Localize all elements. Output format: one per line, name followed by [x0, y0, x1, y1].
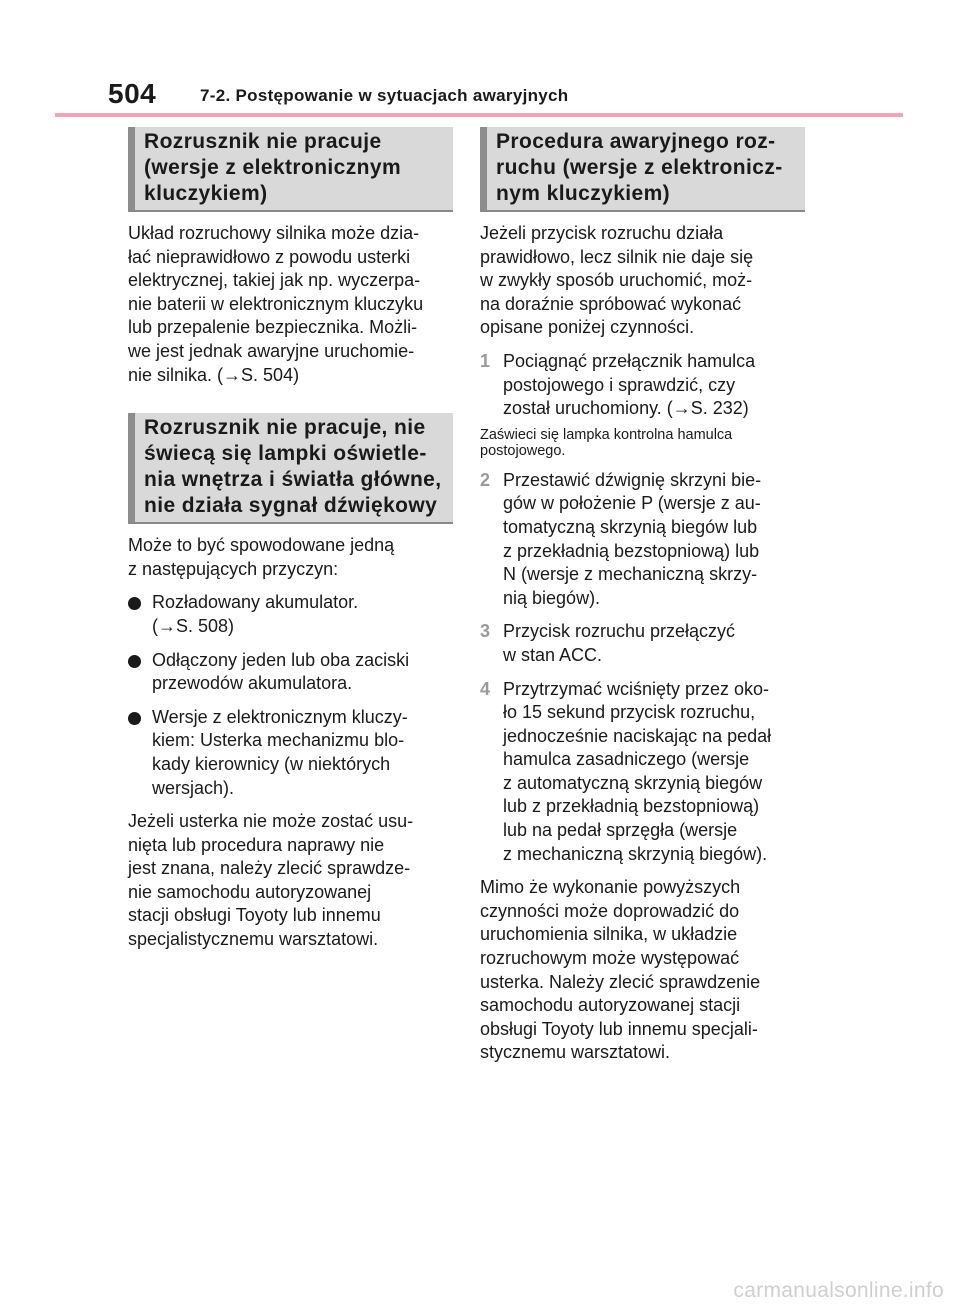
step-1: 1 Pociągnąć przełącznik hamulca postojowego i sprawdzić, czy został uruchomiony. (→S. 232)	[480, 350, 756, 419]
step-4: 4 Przytrzymać wciśnięty przez oko- ło 15 sekund przycisk rozruchu, jednocześnie naciskając na pedał hamulca zasadniczego (wersje z automatyczną skrzynią biegów lub z przekładnią bezstopniową) lub na pedał sprzęgła (wersje z mechaniczną skrzynią biegów).	[480, 678, 772, 864]
page-header	[108, 78, 898, 114]
step-number: 1	[480, 350, 491, 371]
heading-starter-not-working: Rozrusznik nie pracuje (wersje z elektronicznym kluczykiem)	[128, 127, 453, 212]
section-title: 7-2. Postępowanie w sytuacjach awaryjnych	[200, 86, 569, 105]
step-3: 3 Przycisk rozruchu przełączyć w stan ACC.	[480, 621, 736, 665]
left-column	[128, 127, 453, 952]
paragraph-causes-intro: Może to być spowodowane jedną z następujących przyczyn:	[128, 535, 395, 579]
page-number: 504	[108, 78, 157, 109]
list-item: Rozładowany akumulator. (→S. 508)	[128, 591, 453, 638]
watermark: carmanualsonline.info	[733, 1279, 944, 1302]
step-number: 3	[480, 621, 491, 642]
bullet-icon	[128, 712, 141, 725]
paragraph-service-advice: Jeżeli usterka nie może zostać usu- nięta lub procedura naprawy nie jest znana, należy zlecić sprawdze- nie samochodu autoryzowanej stacji obsługi Toyoty lub innemu specjalistycznemu warsztatowi.	[128, 811, 414, 950]
list-item: Wersje z elektronicznym kluczy- kiem: Usterka mechanizmu blo- kady kierownicy (w niektórych wersjach).	[128, 706, 453, 800]
bullet-icon	[128, 597, 141, 610]
step-2: 2 Przestawić dźwignię skrzyni bie- gów w położenie P (wersje z au- tomatyczną skrzynią biegów lub z przekładnią bezstopniową) lub N (wersje z mechaniczną skrzy- nią biegów).	[480, 469, 762, 608]
list-item: Odłączony jeden lub oba zaciski przewodów akumulatora.	[128, 649, 453, 696]
header-rule	[55, 113, 903, 117]
paragraph-final-advice: Mimo że wykonanie powyższych czynności może doprowadzić do uruchomienia silnika, w układzie rozruchowym może występować usterka. Należy zlecić sprawdzenie samochodu autoryzowanej stacji obsługi Toyoty lub innemu specjali- stycznemu warsztatowi.	[480, 877, 761, 1063]
step-number: 2	[480, 469, 491, 490]
heading-emergency-start: Procedura awaryjnego roz- ruchu (wersje z elektronicz- nym kluczykiem)	[480, 127, 805, 212]
right-column	[480, 127, 805, 1065]
step-1-note: Zaświeci się lampka kontrolna hamulca postojowego.	[480, 426, 733, 459]
paragraph-starter-cause: Układ rozruchowy silnika może dzia- łać nieprawidłowo z powodu usterki elektrycznej, takiej jak np. wyczerpa- nie baterii w elektronicznym kluczyku lub przepalenie bezpiecznika. Możli- we jest jednak awaryjne uruchomie- nie silnika. (→S. 504)	[128, 223, 424, 385]
heading-no-lights-no-horn: Rozrusznik nie pracuje, nie świecą się lampki oświetle- nia wnętrza i światła główne, nie działa sygnał dźwiękowy	[128, 413, 453, 524]
bullet-icon	[128, 655, 141, 668]
paragraph-emergency-intro: Jeżeli przycisk rozruchu działa prawidłowo, lecz silnik nie daje się w zwykły sposób uruchomić, moż- na doraźnie spróbować wykonać opisane poniżej czynności.	[480, 223, 754, 338]
step-number: 4	[480, 678, 491, 699]
